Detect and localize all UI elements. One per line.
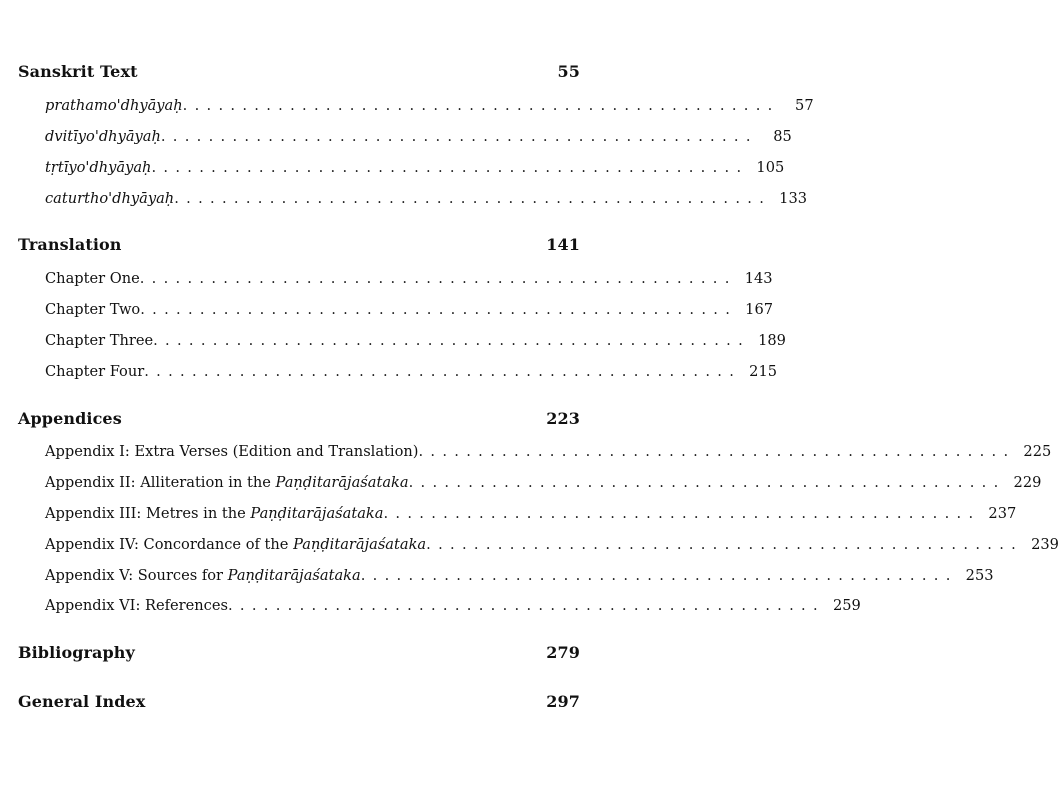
dot-leader: ..................................................: [360, 567, 958, 584]
toc-entry: [45, 363, 778, 380]
dot-leader: ..................................................: [139, 270, 737, 287]
section-title: Bibliography: [18, 643, 135, 662]
toc-entry: [45, 97, 814, 114]
entry-page: 189: [758, 332, 786, 349]
dot-leader: ..................................................: [426, 536, 1024, 553]
toc-entry: [45, 536, 1059, 553]
entry-title: prathamo'dhyāyaḥ: [45, 97, 183, 114]
section-title: Translation: [18, 235, 122, 254]
section-heading: [18, 692, 580, 711]
toc-entry: [45, 301, 774, 318]
entry-page: 253: [965, 567, 994, 584]
section-heading: [18, 409, 580, 428]
section-page: 55: [557, 62, 580, 81]
dot-leader: ..................................................: [153, 332, 751, 349]
entry-page: 57: [795, 97, 814, 114]
toc-entry: [45, 159, 785, 176]
entry-page: 133: [779, 190, 808, 207]
entry-page: 259: [832, 597, 861, 614]
entry-page: 239: [1031, 536, 1059, 553]
entry-page: 143: [744, 270, 773, 287]
dot-leader: ..................................................: [174, 190, 772, 207]
entry-title: Appendix V: Sources for Paṇḍitarājaśataka: [45, 567, 361, 584]
entry-title: caturtho'dhyāyaḥ: [45, 190, 175, 207]
dot-leader: ..................................................: [408, 474, 1006, 491]
section-page: 141: [546, 235, 580, 254]
dot-leader: ..................................................: [383, 505, 981, 522]
toc-entry: [45, 597, 861, 614]
entry-title: Appendix II: Alliteration in the Paṇḍitarājaśataka: [45, 474, 409, 491]
entry-page: 215: [749, 363, 778, 380]
toc-entry: [45, 474, 1042, 491]
dot-leader: ..................................................: [160, 128, 758, 145]
section-page: 297: [546, 692, 580, 711]
toc-entry: [45, 190, 808, 207]
entry-title: Appendix I: Extra Verses (Edition and Translation): [45, 443, 419, 460]
entry-title: Appendix III: Metres in the Paṇḍitarājaśataka: [45, 505, 384, 522]
entry-page: 229: [1013, 474, 1042, 491]
section-heading: [18, 643, 580, 662]
dot-leader: ..................................................: [140, 301, 738, 318]
section-title: General Index: [18, 692, 146, 711]
section-heading: [18, 62, 580, 81]
dot-leader: ..................................................: [182, 97, 780, 114]
entry-title: Chapter One: [45, 270, 140, 287]
entry-page: 85: [773, 128, 792, 145]
entry-title: tṛtīyo'dhyāyaḥ: [45, 159, 152, 176]
toc-entry: [45, 332, 786, 349]
dot-leader: ..................................................: [418, 443, 1016, 460]
entry-title: Appendix IV: Concordance of the Paṇḍitarājaśataka: [45, 536, 427, 553]
entry-page: 105: [756, 159, 785, 176]
entry-title: Chapter Three: [45, 332, 154, 349]
entry-title: dvitīyo'dhyāyaḥ: [45, 128, 161, 145]
entry-title: Appendix VI: References: [45, 597, 228, 614]
toc-entry: [45, 567, 994, 584]
section-title: Sanskrit Text: [18, 62, 138, 81]
dot-leader: ..................................................: [227, 597, 825, 614]
entry-title: Chapter Two: [45, 301, 141, 318]
entry-page: 237: [988, 505, 1017, 522]
toc-entry: [45, 270, 773, 287]
section-page: 279: [546, 643, 580, 662]
entry-title: Chapter Four: [45, 363, 145, 380]
dot-leader: ..................................................: [151, 159, 749, 176]
dot-leader: ..................................................: [144, 363, 742, 380]
toc-entry: [45, 128, 792, 145]
toc-entry: [45, 505, 1017, 522]
entry-page: 167: [745, 301, 774, 318]
entry-page: 225: [1023, 443, 1052, 460]
section-heading: [18, 235, 580, 254]
toc-entry: [45, 443, 1052, 460]
section-page: 223: [546, 409, 580, 428]
section-title: Appendices: [18, 409, 122, 428]
